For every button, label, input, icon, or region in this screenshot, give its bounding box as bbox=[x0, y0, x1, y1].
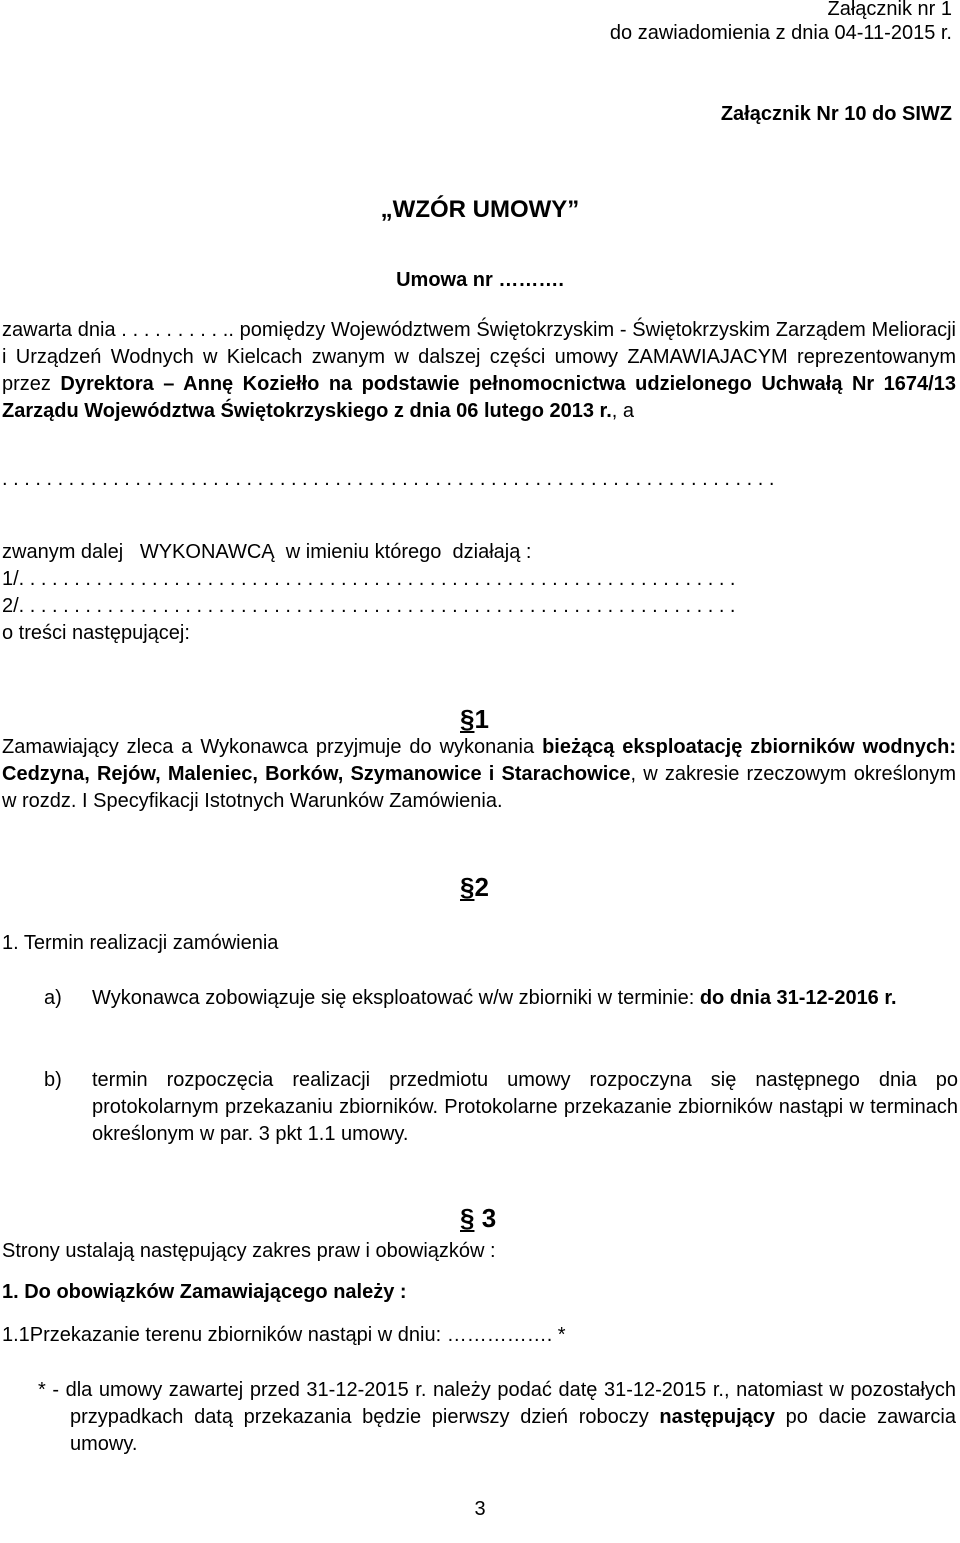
intro-paragraph bbox=[2, 317, 956, 425]
item-a-text-main: Wykonawca zobowiązuje się eksploatować w/w zbiorniki w terminie: bbox=[92, 987, 700, 1009]
section-2-heading bbox=[460, 872, 489, 902]
section-number: 1 bbox=[474, 704, 489, 734]
section-3-footnote bbox=[38, 1377, 956, 1458]
annex-line-2: do zawiadomienia z dnia 04-11-2015 r. bbox=[609, 22, 952, 44]
section-symbol: § bbox=[460, 872, 475, 902]
item-label: a) bbox=[44, 987, 62, 1009]
contractor-line: zwanym dalej WYKONAWCĄ w imieniu którego działają : bbox=[2, 541, 532, 563]
section-number: 3 bbox=[474, 1203, 497, 1233]
siwz-annex-label: Załącznik Nr 10 do SIWZ bbox=[720, 103, 952, 125]
section-symbol: § bbox=[460, 1203, 475, 1233]
intro-text-c: , a bbox=[611, 400, 635, 422]
section-2-point-1-heading: 1. Termin realizacji zamówienia bbox=[2, 932, 279, 954]
item-a-text bbox=[92, 985, 958, 1012]
section-number: 2 bbox=[474, 872, 489, 902]
intro-representative: Dyrektora – Annę Koziełło na podstawie pełnomocnictwa udzielonego Uchwałą Nr 1674/13 Zarządu Województwa Świętokrzyskiego z dnia 06 lutego 2013 r. bbox=[2, 373, 956, 422]
section-symbol: § bbox=[460, 704, 475, 734]
section-3-heading bbox=[460, 1203, 496, 1233]
section-1-paragraph bbox=[2, 734, 956, 815]
content-intro-line: o treści następującej: bbox=[2, 622, 190, 644]
section-3-point-1-heading: 1. Do obowiązków Zamawiającego należy : bbox=[2, 1281, 407, 1303]
annex-line-1: Załącznik nr 1 bbox=[827, 0, 952, 20]
section-3-intro: Strony ustalają następujący zakres praw i obowiązków : bbox=[2, 1240, 496, 1262]
section-1-heading bbox=[460, 704, 489, 734]
footnote-emphasis: następujący bbox=[659, 1406, 776, 1428]
section-1-text-c: , w zakresie rzeczowym określonym w rozdz. I Specyfikacji Istotnych Warunków Zamówienia. bbox=[2, 763, 956, 812]
footnote-text-a: * - dla umowy zawartej przed 31-12-2015 r. należy podać datę 31-12-2015 r., natomiast w pozostałych przypadkach datą przekazania będzie pierwszy dzień roboczy bbox=[38, 1379, 956, 1428]
representative-1-blank: 1/. . . . . . . . . . . . . . . . . . . . . . . . . . . . . . . . . . . . . . . . . . . . . . . . . . . . . . . . . . . . . . . . . bbox=[2, 568, 736, 590]
document-title: „WZÓR UMOWY” bbox=[380, 196, 580, 223]
contract-number: Umowa nr ………. bbox=[396, 269, 564, 291]
page-number: 3 bbox=[474, 1498, 486, 1520]
section-3-item-1-1: 1.1Przekazanie terenu zbiorników nastąpi w dniu: ……………. * bbox=[2, 1324, 566, 1346]
intro-text-a: zawarta dnia . . . . . . . . . .. pomiędzy Województwem Świętokrzyskim - Świętokrzyskim Zarządem Melioracji i Urządzeń Wodnych w Kielcach zwanym w dalszej części umowy ZAMAWIAJACYM reprezentowanym przez bbox=[2, 319, 956, 395]
item-a-deadline: do dnia 31-12-2016 r. bbox=[699, 987, 897, 1009]
representative-2-blank: 2/. . . . . . . . . . . . . . . . . . . . . . . . . . . . . . . . . . . . . . . . . . . . . . . . . . . . . . . . . . . . . . . . . bbox=[2, 595, 736, 617]
contractor-name-blank: . . . . . . . . . . . . . . . . . . . . . . . . . . . . . . . . . . . . . . . . . . . . . . . . . . . . . . . . . . . . . . . . . . . . . . bbox=[2, 468, 775, 490]
item-b-text: termin rozpoczęcia realizacji przedmiotu umowy rozpoczyna się następnego dnia po protokolarnym przekazaniu zbiorników. Protokolarne przekazanie zbiorników nastąpi w terminach określonym w par. 3 pkt 1.1 umowy. bbox=[92, 1069, 958, 1145]
section-1-text-a: Zamawiający zleca a Wykonawca przyjmuje do wykonania bbox=[2, 736, 543, 758]
footnote-text-c: po dacie zawarcia umowy. bbox=[70, 1406, 956, 1455]
item-label: b) bbox=[44, 1069, 62, 1091]
section-1-reservoirs: bieżącą eksploatację zbiorników wodnych: Cedzyna, Rejów, Maleniec, Borków, Szymanowice i Starachowice bbox=[2, 736, 956, 785]
